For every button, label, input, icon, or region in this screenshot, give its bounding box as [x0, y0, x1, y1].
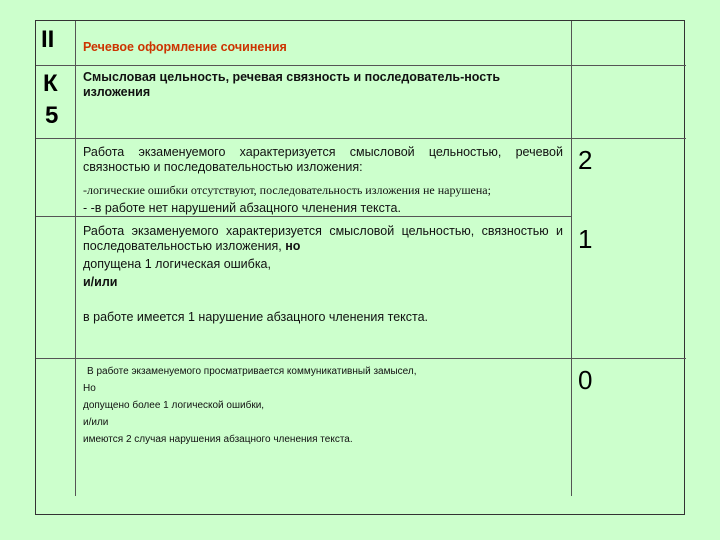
- score-2-description: [83, 145, 563, 216]
- score-0-line-3: допущено более 1 логической ошибки,: [83, 400, 265, 411]
- criteria-table: [35, 20, 685, 515]
- score-1-line-1: [83, 224, 563, 254]
- score-2-line-1: Работа экзаменуемого характеризуется смысловой цельностью, речевой связностью и последовательностью изложения:: [83, 145, 563, 174]
- row-divider-4: [36, 358, 686, 359]
- criterion-code-letter: К: [43, 70, 58, 97]
- score-1-line-3: и/или: [83, 275, 118, 289]
- score-0-value: 0: [578, 365, 593, 395]
- score-1-line-2: допущена 1 логическая ошибка,: [83, 257, 271, 271]
- score-0-line-1: В работе экзаменуемого просматривается коммуникативный замысел,: [87, 366, 417, 377]
- score-0-line-5: имеются 2 случая нарушения абзацного членения текста.: [83, 434, 353, 445]
- score-1-line-1-bold: но: [285, 239, 301, 253]
- score-2-value: 2: [578, 145, 593, 175]
- score-0-description: [83, 363, 563, 448]
- criterion-title: Смысловая цельность, речевая связность и последователь-ность изложения: [83, 70, 501, 99]
- criterion-code-number: 5: [45, 102, 59, 129]
- score-0-line-4: и/или: [83, 417, 109, 428]
- column-divider-1: [75, 21, 76, 496]
- section-code: II: [41, 26, 55, 53]
- score-1-line-4: в работе имеется 1 нарушение абзацного членения текста.: [83, 310, 429, 324]
- section-title: Речевое оформление сочинения: [83, 40, 287, 54]
- score-2-line-3: - -в работе нет нарушений абзацного членения текста.: [83, 201, 401, 215]
- score-0-line-2: Но: [83, 383, 96, 394]
- score-2-line-2: -логические ошибки отсутствуют, последовательность изложения не нарушена;: [83, 183, 491, 197]
- score-1-value: 1: [578, 224, 593, 254]
- row-divider-1: [36, 65, 686, 66]
- row-divider-3: [36, 216, 571, 217]
- score-1-description: [83, 224, 563, 325]
- column-divider-2: [571, 21, 572, 496]
- row-divider-2: [36, 138, 686, 139]
- score-1-line-1-text: Работа экзаменуемого характеризуется смысловой цельностью, связностью и последовательностью изложения,: [83, 224, 563, 253]
